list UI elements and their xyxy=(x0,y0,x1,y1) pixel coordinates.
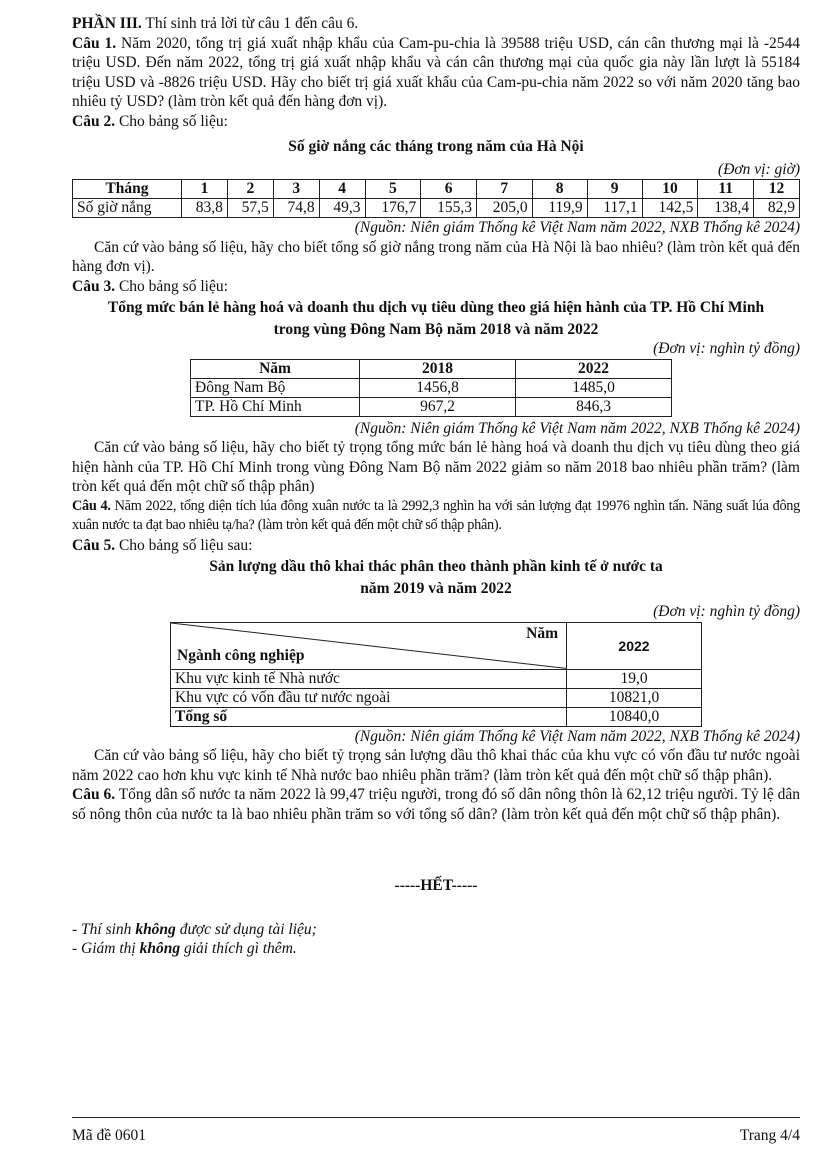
table-header-cell: 8 xyxy=(532,180,587,199)
table-cell: 82,9 xyxy=(754,199,800,218)
exam-page xyxy=(72,14,800,959)
table-cell: 49,3 xyxy=(319,199,365,218)
question-5-text: Căn cứ vào bảng số liệu, hãy cho biết tỷ trọng sản lượng dầu thô khai thác của khu vực có vốn đầu tư nước ngoài năm 2022 cao hơn khu vực kinh tế Nhà nước bao nhiêu phần trăm? (làm tròn kết quả đến một chữ số thập phân). xyxy=(72,747,800,784)
note-line: - Giám thị không giải thích gì thêm. xyxy=(72,940,297,957)
table-header-cell: 3 xyxy=(273,180,319,199)
table-header-cell: 11 xyxy=(698,180,754,199)
table-row xyxy=(171,669,702,688)
table-header-row xyxy=(73,180,800,199)
table-header-row xyxy=(171,622,702,669)
table-cell: 119,9 xyxy=(532,199,587,218)
table-2-title: Số giờ nắng các tháng trong năm của Hà Nội xyxy=(288,138,584,155)
table-3-title-line2: trong vùng Đông Nam Bộ năm 2018 và năm 2022 xyxy=(273,320,599,338)
exam-code: Mã đề 0601 xyxy=(72,1127,147,1144)
table-header-cell: 6 xyxy=(421,180,477,199)
notes xyxy=(72,920,800,959)
table-2-source: (Nguồn: Niên giám Thống kê Việt Nam năm 2022, NXB Thống kê 2024) xyxy=(354,219,800,236)
diagonal-header-cell xyxy=(171,622,567,669)
table-5-unit: (Đơn vị: nghìn tỷ đồng) xyxy=(653,603,800,620)
table-header-cell: 2022 xyxy=(567,622,702,669)
table-cell: Đông Nam Bộ xyxy=(191,378,360,397)
table-cell: Khu vực kinh tế Nhà nước xyxy=(171,669,567,688)
table-cell: 142,5 xyxy=(642,199,698,218)
table-header-cell: 12 xyxy=(754,180,800,199)
table-5-source: (Nguồn: Niên giám Thống kê Việt Nam năm 2022, NXB Thống kê 2024) xyxy=(354,727,800,745)
page-footer xyxy=(72,1117,800,1144)
table-row xyxy=(171,707,702,726)
table-header-cell: 1 xyxy=(182,180,228,199)
table-cell: 10821,0 xyxy=(567,688,702,707)
table-cell: 1456,8 xyxy=(360,378,516,397)
table-5-title-line2: năm 2019 và năm 2022 xyxy=(360,579,512,597)
table-cell: TP. Hồ Chí Minh xyxy=(191,397,360,416)
table-header-cell: 2022 xyxy=(516,359,672,378)
table-row xyxy=(191,397,672,416)
corner-label-year: Năm xyxy=(526,624,558,642)
table-cell: 83,8 xyxy=(182,199,228,218)
table-cell: 967,2 xyxy=(360,397,516,416)
table-row xyxy=(73,199,800,218)
question-4: Câu 4. Năm 2022, tổng diện tích lúa đông xuân nước ta là 2992,3 nghìn ha với sản lượng đạt 19976 nghìn tấn. Năng suất lúa đông xuân nước ta đạt bao nhiêu tạ/ha? (làm tròn kết quả đến một chữ số thập phân). xyxy=(72,497,800,533)
table-5-title: Sản lượng dầu thô khai thác phân theo thành phần kinh tế ở nước ta xyxy=(209,558,663,575)
question-6: Câu 6. Tổng dân số nước ta năm 2022 là 99,47 triệu người, trong đó số dân nông thôn là 62,12 triệu người. Tỷ lệ dân số nông thôn của nước ta là bao nhiêu phần trăm so với tổng số dân? (làm tròn kết quả đến một chữ số thập phân). xyxy=(72,786,800,823)
table-cell: 138,4 xyxy=(698,199,754,218)
table-header-cell: 5 xyxy=(365,180,421,199)
question-5-intro: Câu 5. Cho bảng số liệu sau: xyxy=(72,536,253,554)
sunshine-table xyxy=(72,179,800,218)
corner-label-industry: Ngành công nghiệp xyxy=(177,646,305,664)
retail-table xyxy=(190,359,672,417)
table-row xyxy=(191,378,672,397)
table-cell: 19,0 xyxy=(567,669,702,688)
question-1: Câu 1. Năm 2020, tổng trị giá xuất nhập khẩu của Cam-pu-chia là 39588 triệu USD, cán cân thương mại là -2544 triệu USD. Đến năm 2022, tổng trị giá xuất nhập khẩu và cán cân thương mại của quốc gia này lần lượt là 55184 triệu USD và -8826 triệu USD. Hãy cho biết trị giá xuất khẩu của Cam-pu-chia năm 2022 so với năm 2020 tăng bao nhiêu tỷ USD? (làm tròn kết quả đến hàng đơn vị). xyxy=(72,34,801,110)
end-mark: -----HẾT----- xyxy=(394,877,478,894)
table-cell: 74,8 xyxy=(273,199,319,218)
table-header-cell: 9 xyxy=(587,180,642,199)
table-3-source: (Nguồn: Niên giám Thống kê Việt Nam năm 2022, NXB Thống kê 2024) xyxy=(354,419,800,437)
table-header-row xyxy=(191,359,672,378)
question-3-intro: Câu 3. Cho bảng số liệu: xyxy=(72,277,228,295)
table-header-cell: 10 xyxy=(642,180,698,199)
note-line: - Thí sinh không được sử dụng tài liệu; xyxy=(72,920,317,938)
page-number: Trang 4/4 xyxy=(739,1127,800,1144)
table-cell: 205,0 xyxy=(476,199,532,218)
table-header-cell: Tháng xyxy=(73,180,182,199)
table-cell: Số giờ nắng xyxy=(73,199,182,218)
table-row xyxy=(171,688,702,707)
table-2-unit: (Đơn vị: giờ) xyxy=(718,160,800,178)
table-cell: 57,5 xyxy=(227,199,273,218)
table-header-cell: 2 xyxy=(227,180,273,199)
table-header-cell: 7 xyxy=(476,180,532,199)
table-header-cell: 2018 xyxy=(360,359,516,378)
question-3-text: Căn cứ vào bảng số liệu, hãy cho biết tỷ trọng tổng mức bán lẻ hàng hoá và doanh thu dịch vụ tiêu dùng theo giá hiện hành của TP. Hồ Chí Minh trong vùng Đông Nam Bộ năm 2022 giảm so năm 2018 bao nhiêu phần trăm? (làm tròn kết quả đến một chữ số thập phân) xyxy=(72,439,800,495)
section-header: PHẦN III. Thí sinh trả lời từ câu 1 đến câu 6. xyxy=(72,15,359,32)
crude-oil-table xyxy=(170,622,702,727)
question-2-intro: Câu 2. Cho bảng số liệu: xyxy=(72,112,228,130)
table-header-cell: 4 xyxy=(319,180,365,199)
table-cell: 176,7 xyxy=(365,199,421,218)
table-cell: 846,3 xyxy=(516,397,672,416)
table-cell: 10840,0 xyxy=(567,707,702,726)
question-2-text: Căn cứ vào bảng số liệu, hãy cho biết tổng số giờ nắng trong năm của Hà Nội là bao nhiêu? (làm tròn kết quả đến hàng đơn vị). xyxy=(72,238,800,275)
table-cell: 1485,0 xyxy=(516,378,672,397)
table-header-cell: Năm xyxy=(191,359,360,378)
table-3-title: Tổng mức bán lẻ hàng hoá và doanh thu dịch vụ tiêu dùng theo giá hiện hành của TP. Hồ Chí Minh xyxy=(107,299,765,316)
table-cell: 117,1 xyxy=(587,199,642,218)
table-cell: Tổng số xyxy=(171,707,567,726)
table-cell: 155,3 xyxy=(421,199,477,218)
table-3-unit: (Đơn vị: nghìn tỷ đồng) xyxy=(653,340,800,357)
table-cell: Khu vực có vốn đầu tư nước ngoài xyxy=(171,688,567,707)
